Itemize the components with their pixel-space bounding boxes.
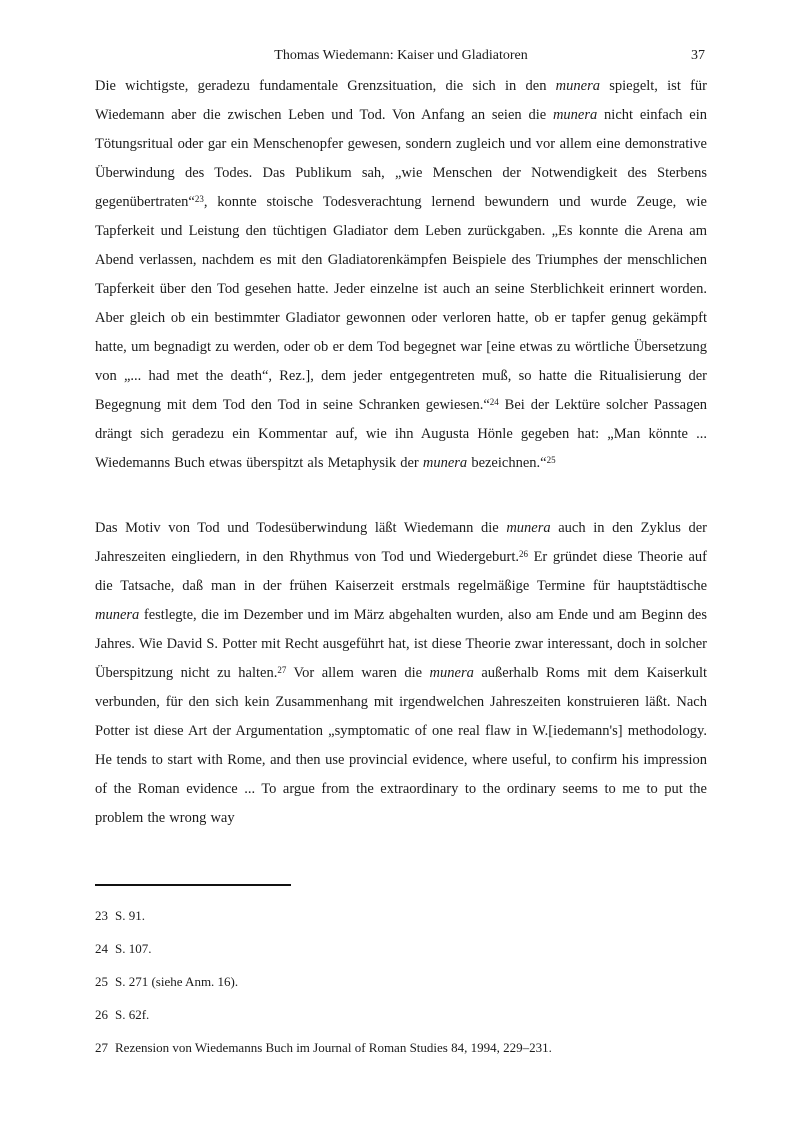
- footnotes-section: [95, 906, 707, 1071]
- text-block: [95, 72, 707, 833]
- footnote-item: [95, 972, 707, 991]
- footnote-number: 24: [95, 941, 108, 956]
- page-number: 37: [691, 48, 705, 63]
- footnote-item: [95, 1038, 707, 1057]
- footnote-item: [95, 1005, 707, 1024]
- footnote-text: S. 91.: [115, 908, 145, 923]
- running-title: Thomas Wiedemann: Kaiser und Gladiatoren: [274, 48, 528, 63]
- footnote-text: S. 107.: [115, 941, 152, 956]
- footnote-number: 23: [95, 908, 108, 923]
- footnote-separator: [95, 884, 291, 886]
- footnote-number: 27: [95, 1040, 108, 1055]
- footnote-text: S. 271 (siehe Anm. 16).: [115, 974, 239, 989]
- paragraph-2: Das Motiv von Tod und Todesüberwindung läßt Wiedemann die munera auch in den Zyklus der Jahreszeiten eingliedern, in den Rhythmus von Tod und Wiedergeburt.$^{26}$ Er gründet diese Theorie auf die Tatsache, daß man in der frühen Kaiserzeit erstmals regelmäßige Termine für hauptstädtische munera festlegte, die im Dezember und im März abgehalten wurden, also am Ende und am Beginn des Jahres. Wie David S. Potter mit Recht ausgeführt hat, ist diese Theorie zwar interessant, doch in solcher Überspitzung nicht zu halten.$^{27}$ Vor allem waren die munera außerhalb Roms mit dem Kaiserkult verbunden, für den sich kein Zusammenhang mit irgendwelchen Jahreszeiten konstruieren läßt. Nach Potter ist diese Art der Argumentation „symptomatic of one real flaw in W.[iedemann's] methodology. He tends to start with Rome, and then use provincial evidence, where useful, to confirm his impression of the Roman evidence ... To argue from the extraordinary to the ordinary seems to me to put the problem the wrong way: [95, 520, 707, 826]
- footnote-item: [95, 939, 707, 958]
- footnote-number: 26: [95, 1007, 108, 1022]
- footnote-text: S. 62f.: [115, 1007, 150, 1022]
- paragraph-1: Die wichtigste, geradezu fundamentale Grenzsituation, die sich in den munera spiegelt, ist für Wiedemann aber die zwischen Leben und Tod. Von Anfang an seien die munera nicht einfach ein Tötungsritual oder gar ein Menschenopfer gewesen, sondern zugleich und vor allem eine demonstrative Überwindung des Todes. Das Publikum sah, „wie Menschen der Notwendigkeit des Sterbens gegenübertraten“$^{23}$, konnte stoische Todesverachtung lernend bewundern und wurde Zeuge, wie Tapferkeit und Leistung den tüchtigen Gladiator dem Leben zurückgaben. „Es konnte die Arena am Abend verlassen, nachdem es mit den Gladiatorenkämpfen Beispiele des Triumphes der menschlichen Tapferkeit über den Tod gesehen hatte. Jeder einzelne ist auch an seine Sterblichkeit erinnert worden. Aber gleich ob ein bestimmter Gladiator gewonnen oder verloren hatte, ob er tapfer genug gekämpft hatte, um begnadigt zu werden, oder ob er dem Tod begegnet war [eine etwas zu wörtliche Übersetzung von „... had met the death“, Rez.], dem jeder entgegentreten muß, so hatte die Ritualisierung der Begegnung mit dem Tod den Tod in seine Schranken gewiesen.“$^{24}$ Bei der Lektüre solcher Passagen drängt sich geradezu ein Kommentar auf, wie ihn Augusta Hönle gegeben hat: „Man könnte ... Wiedemanns Buch etwas überspitzt als Metaphysik der munera bezeichnen.“$^{25}$: [95, 78, 708, 471]
- footnote-text: Rezension von Wiedemanns Buch im Journal of Roman Studies 84, 1994, 229–231.: [115, 1040, 552, 1055]
- footnote-number: 25: [95, 974, 108, 989]
- page-header: [95, 48, 707, 64]
- footnote-item: [95, 906, 707, 925]
